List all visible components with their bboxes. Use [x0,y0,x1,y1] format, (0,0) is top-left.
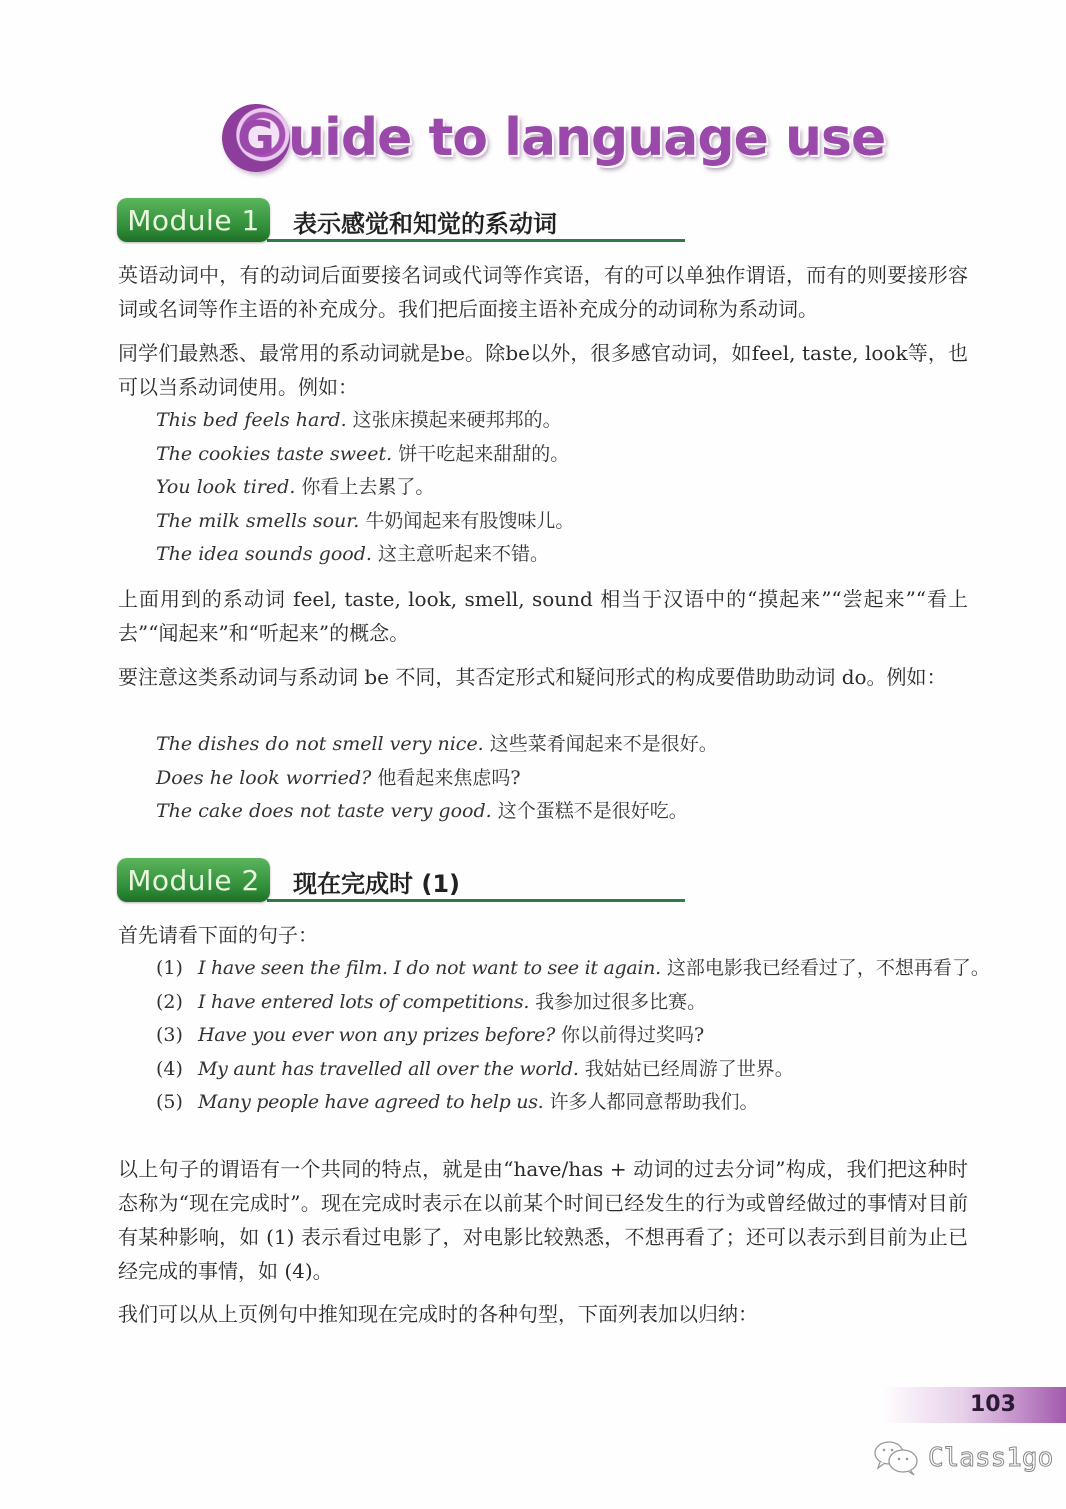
paragraph: 要注意这类系动词与系动词 be 不同，其否定形式和疑问形式的构成要借助助动词 do。例如： [118,665,947,689]
heading-underline [267,899,685,902]
example-item: This bed feels hard. 这张床摸起来硬邦邦的。 [156,409,562,431]
example-item: Does he look worried? 他看起来焦虑吗? [156,766,521,789]
module-1-title: 表示感觉和知觉的系动词 [293,210,557,238]
paragraph: 同学们最熟悉、最常用的系动词就是be。除be以外，很多感官动词，如feel, taste, look等，也可以当系动词使用。例如： [118,341,968,399]
title-swirl-initial: G [222,104,290,172]
page-title [222,98,885,178]
module-2-title: 现在完成时 (1) [293,870,460,898]
chat-bubbles-icon [872,1438,922,1478]
watermark [872,1438,1053,1478]
example-item: The dishes do not smell very nice. 这些菜肴闻起来不是很好。 [156,733,718,755]
module-1-heading [117,198,685,244]
sentence-item: (3) Have you ever won any prizes before? 你以前得过奖吗? [156,1024,705,1046]
example-list-1 [156,404,574,572]
heading-underline [267,239,685,242]
example-list-2 [156,728,718,829]
sentence-item: (1) I have seen the film. I do not want to see it again. 这部电影我已经看过了，不想再看了。 [156,957,990,979]
paragraph: 我们可以从上页例句中推知现在完成时的各种句型，下面列表加以归纳： [118,1302,758,1326]
module-2-badge: Module 2 [117,858,270,902]
paragraph: 以上句子的谓语有一个共同的特点，就是由“have/has + 动词的过去分词”构成，我们把这种时态称为“现在完成时”。现在完成时表示在以前某个时间已经发生的行为或曾经做过的事情对目前有某种影响，如 (1) 表示看过电影了，对电影比较熟悉，不想再看了；还可以表示到目前为止已经完成的事情，如 (4)。 [118,1157,968,1283]
numbered-sentence-list [156,952,990,1120]
title-text: uide to language use [288,108,886,168]
example-item: The milk smells sour. 牛奶闻起来有股馊味儿。 [156,509,575,532]
sentence-item: (4) My aunt has travelled all over the world. 我姑姑已经周游了世界。 [156,1057,794,1080]
paragraph: 上面用到的系动词 feel, taste, look, smell, sound 相当于汉语中的“摸起来”“尝起来”“看上去”“闻起来”和“听起来”的概念。 [118,587,968,645]
module-1-badge: Module 1 [117,198,270,242]
sentence-item: (5) Many people have agreed to help us. 许多人都同意帮助我们。 [156,1091,759,1113]
example-item: The cake does not taste very good. 这个蛋糕不是很好吃。 [156,800,688,822]
example-item: The idea sounds good. 这主意听起来不错。 [156,543,549,565]
paragraph: 英语动词中，有的动词后面要接名词或代词等作宾语，有的可以单独作谓语，而有的则要接形容词或名词等作主语的补充成分。我们把后面接主语补充成分的动词称为系动词。 [118,263,968,321]
example-item: You look tired. 你看上去累了。 [156,476,435,498]
module-2-heading [117,858,685,904]
watermark-text: Class1go [928,1443,1054,1473]
paragraph: 首先请看下面的句子： [118,923,318,947]
page-number: 103 [970,1392,1016,1417]
example-item: The cookies taste sweet. 饼干吃起来甜甜的。 [156,442,570,465]
sentence-item: (2) I have entered lots of competitions. 我参加过很多比赛。 [156,990,707,1013]
